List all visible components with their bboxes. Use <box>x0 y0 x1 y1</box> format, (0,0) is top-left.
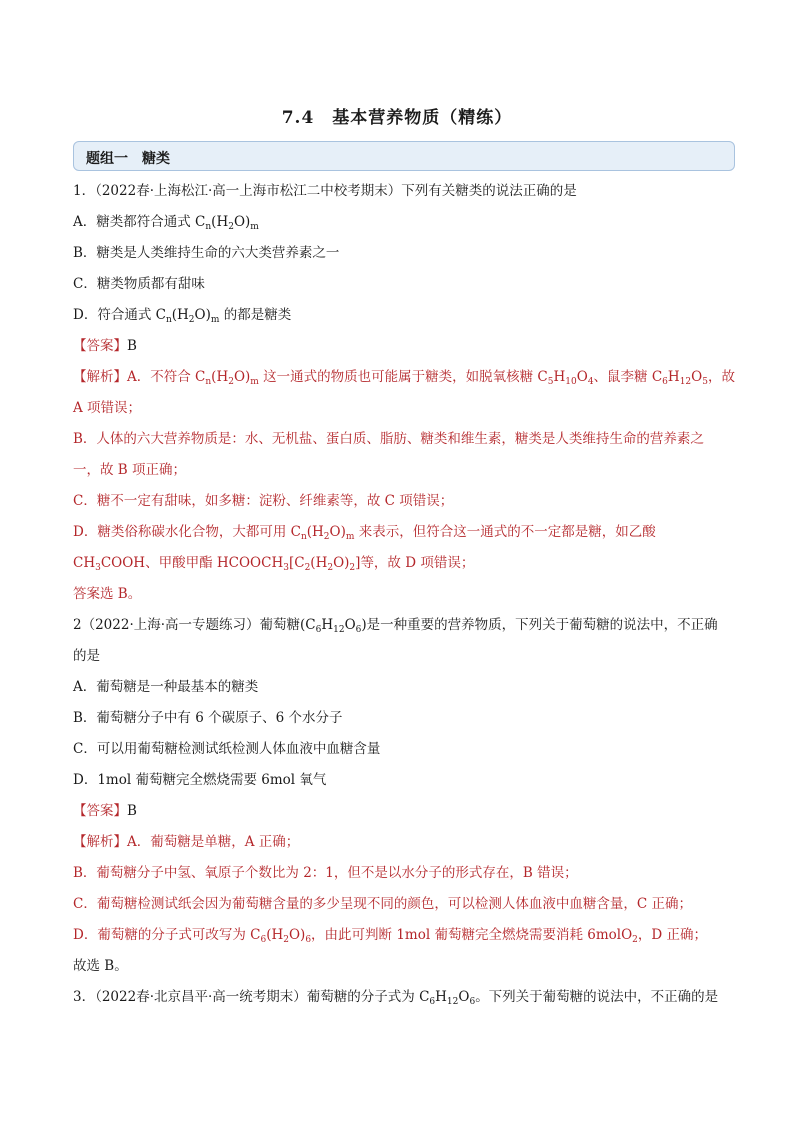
q1-option-d: D．符合通式 $C_n(H_2O)_m$ 的都是糖类 <box>73 307 292 325</box>
q1-analysis-d: D．糖类俗称碳水化合物，大都可用 $C_n(H_2O)_m$ 来表示，但符合这一通式的不一定都是糖，如乙酸 <box>73 524 656 542</box>
q1-answer: 【答案】B <box>73 338 137 354</box>
q2-analysis-d: D．葡萄糖的分子式可改写为 $C_6(H_2O)_6$，由此可判断 1mol 葡萄糖完全燃烧需要消耗 6molO$_2$，D 正确； <box>73 927 708 945</box>
q1-option-c: C．糖类物质都有甜味 <box>73 276 205 292</box>
q2-analysis-c: C．葡萄糖检测试纸会因为葡萄糖含量的多少呈现不同的颜色，可以检测人体血液中血糖含量，C 正确； <box>73 896 692 912</box>
q1-conclusion: 答案选 B。 <box>73 586 142 602</box>
q1-analysis-b: B．人体的六大营养物质是：水、无机盐、蛋白质、脂肪、糖类和维生素，糖类是人类维持生命的营养素之 <box>73 431 704 447</box>
question-content <box>73 181 735 1018</box>
page-title: 7.4 基本营养物质（精练） <box>281 108 513 128</box>
q3-stem: 3．（2022春·北京昌平·高一统考期末）葡萄糖的分子式为 $C_6H_{12}O_6$。下列关于葡萄糖的说法中，不正确的是 <box>73 989 719 1007</box>
q2-analysis-a: 【解析】A．葡萄糖是单糖，A 正确； <box>73 834 300 850</box>
q2-option-d: D．1mol 葡萄糖完全燃烧需要 6mol 氧气 <box>73 772 327 788</box>
q2-stem-line2: 的是 <box>73 648 100 664</box>
q2-analysis-b: B．葡萄糖分子中氢、氧原子个数比为 2：1，但不是以水分子的形式存在，B 错误； <box>73 865 578 881</box>
q2-stem: 2（2022·上海·高一专题练习）葡萄糖$(C_6H_{12}O_6)$是一种重要的营养物质，下列关于葡萄糖的说法中，不正确 <box>73 617 718 635</box>
q2-option-a: A．葡萄糖是一种最基本的糖类 <box>73 679 259 695</box>
q1-analysis-a: 【解析】A．不符合 $C_n(H_2O)_m$ 这一通式的物质也可能属于糖类，如脱氧核糖 $C_5H_{10}O_4$、鼠李糖 $C_6H_{12}O_5$，故 <box>73 369 735 387</box>
q1-analysis-b-line2: 一，故 B 项正确； <box>73 462 187 478</box>
q1-analysis-d-line2: $CH_3COOH$、甲酸甲酯 $HCOOCH_3[C_2(H_2O)_2]$等，故 D 项错误； <box>73 555 475 573</box>
q2-option-c: C．可以用葡萄糖检测试纸检测人体血液中血糖含量 <box>73 741 381 757</box>
section-header-box <box>73 141 735 171</box>
q1-stem: 1．（2022春·上海松江·高一上海市松江二中校考期末）下列有关糖类的说法正确的是 <box>73 183 577 199</box>
q2-option-b: B．葡萄糖分子中有 6 个碳原子、6 个水分子 <box>73 710 343 726</box>
q2-conclusion: 故选 B。 <box>73 958 128 974</box>
q1-option-b: B．糖类是人类维持生命的六大类营养素之一 <box>73 245 340 261</box>
q2-answer: 【答案】B <box>73 803 137 819</box>
section-title: 题组一 糖类 <box>86 151 170 167</box>
q1-option-a: A．糖类都符合通式 $C_n(H_2O)_m$ <box>73 214 259 232</box>
q1-analysis-c: C．糖不一定有甜味，如多糖：淀粉、纤维素等，故 C 项错误； <box>73 493 454 509</box>
q1-analysis-a-line2: A 项错误； <box>73 400 142 416</box>
